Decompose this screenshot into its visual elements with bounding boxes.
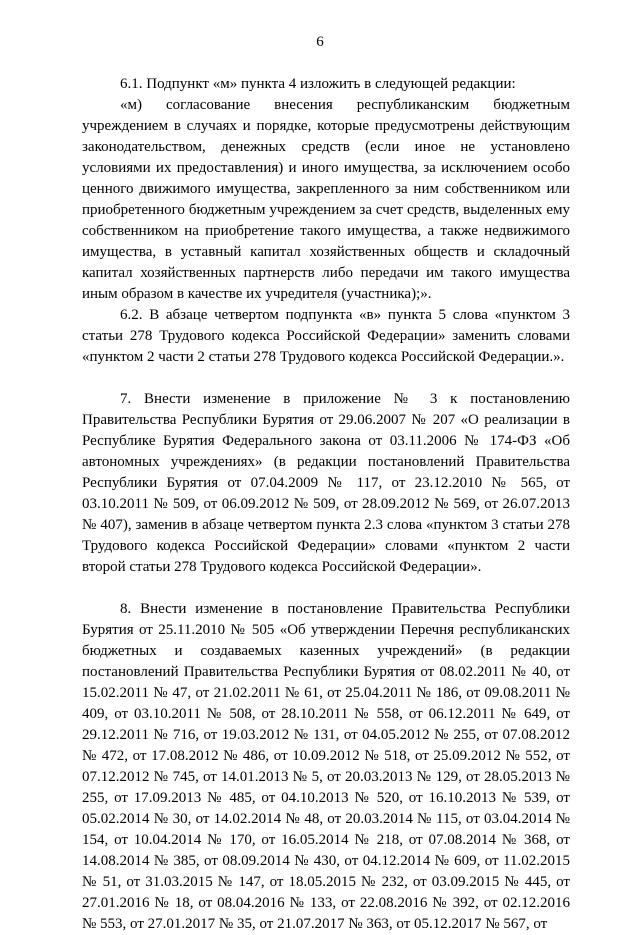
paragraph-gap [82,578,570,599]
paragraph-6-1-text: «м) согласование внесения республиканским бюджетным учреждением в случаях и порядке, которые предусмотрены действующим законодательством, денежных средств (если иное не установлено условиями их предоставления) и иного имущества, за исключением особо ценного движимого имущества, закрепленного за ним собственником или приобретенного бюджетным учреждением за счет средств, выделенных ему собственником на приобретение такого имущества, а также недвижимого имущества, в уставный капитал хозяйственных обществ и складочный капитал хозяйственных партнерств либо передачи им такого имущества иным образом в качестве их учредителя (участника);». [82,97,570,302]
page-number: 6 [316,34,324,50]
paragraph-gap [82,368,570,389]
document-body [82,74,570,935]
paragraph-7: 7. Внести изменение в приложение № 3 к постановлению Правительства Республики Бурятия от 29.06.2007 № 207 «О реализации в Республике Бурятия Федерального закона от 03.11.2006 № 174-ФЗ «Об автономных учреждениях» (в редакции постановлений Правительства Республики Бурятия от 07.04.2009 № 117, от 23.12.2010 № 565, от 03.10.2011 № 509, от 06.09.2012 № 509, от 28.09.2012 № 569, от 26.07.2013 № 407), заменив в абзаце четвертом пункта 2.3 слова «пунктом 3 статьи 278 Трудового кодекса Российской Федерации» словами «пунктом 2 части второй статьи 278 Трудового кодекса Российской Федерации». [82,391,570,575]
paragraph-6-1: 6.1. Подпункт «м» пункта 4 изложить в следующей редакции: [120,76,516,92]
paragraph-8: 8. Внести изменение в постановление Правительства Республики Бурятия от 25.11.2010 № 505 «Об утверждении Перечня республиканских бюджетных и создаваемых казенных учреждений» (в редакции постановлений Правительства Республики Бурятия от 08.02.2011 № 40, от 15.02.2011 № 47, от 21.02.2011 № 61, от 25.04.2011 № 186, от 09.08.2011 № 409, от 03.10.2011 № 508, от 28.10.2011 № 558, от 06.12.2011 № 649, от 29.12.2011 № 716, от 19.03.2012 № 131, от 04.05.2012 № 255, от 07.08.2012 № 472, от 17.08.2012 № 486, от 10.09.2012 № 518, от 25.09.2012 № 552, от 07.12.2012 № 745, от 14.01.2013 № 5, от 20.03.2013 № 129, от 28.05.2013 № 255, от 17.09.2013 № 485, от 04.10.2013 № 520, от 16.10.2013 № 539, от 05.02.2014 № 30, от 14.02.2014 № 48, от 20.03.2014 № 115, от 03.04.2014 № 154, от 10.04.2014 № 170, от 16.05.2014 № 218, от 07.08.2014 № 368, от 14.08.2014 № 385, от 08.09.2014 № 430, от 04.12.2014 № 609, от 11.02.2015 № 51, от 31.03.2015 № 147, от 18.05.2015 № 232, от 03.09.2015 № 445, от 27.01.2016 № 18, от 08.04.2016 № 133, от 22.08.2016 № 392, от 02.12.2016 № 553, от 27.01.2017 № 35, от 21.07.2017 № 363, от 05.12.2017 № 567, от [82,601,570,932]
paragraph-6-2: 6.2. В абзаце четвертом подпункта «в» пункта 5 слова «пунктом 3 статьи 278 Трудового кодекса Российской Федерации» заменить словами «пунктом 2 части 2 статьи 278 Трудового кодекса Российской Федерации.». [82,307,570,365]
